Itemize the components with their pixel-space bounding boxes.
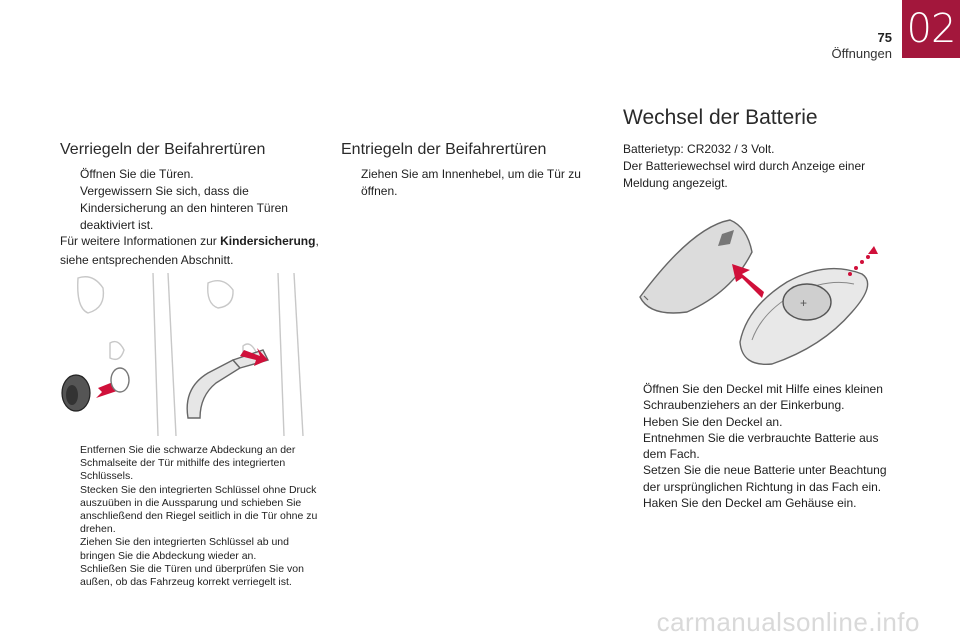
list-item: Setzen Sie die neue Batterie unter Beachtung der ursprünglichen Richtung in das Fach ein. xyxy=(643,463,887,494)
battery-type: Batterietyp: CR2032 / 3 Volt. xyxy=(623,142,775,156)
battery-icon xyxy=(783,284,831,320)
list-item: Stecken Sie den integrierten Schlüssel ohne Druck auszuüben in die Aussparung und schieben Sie anschließend den Riegel seitlich in die Tür ohne zu drehen. xyxy=(80,483,318,536)
watermark: carmanualsonline.info xyxy=(656,607,920,637)
door-lock-illustration xyxy=(58,268,320,436)
battery-intro xyxy=(623,141,893,192)
list-item: Öffnen Sie den Deckel mit Hilfe eines kleinen Schraubenziehers an der Einkerbung. xyxy=(643,382,883,413)
list-item: Entnehmen Sie die verbrauchte Batterie aus dem Fach. xyxy=(643,430,879,462)
list-item: Schließen Sie die Türen und überprüfen Sie von außen, ob das Fahrzeug korrekt verriegelt ist. xyxy=(80,562,304,589)
lock-steps-list xyxy=(60,166,330,234)
list-item: Ziehen Sie den integrierten Schlüssel ab und bringen Sie die Abdeckung wieder an. xyxy=(80,536,289,562)
list-item: Öffnen Sie die Türen. xyxy=(80,167,194,181)
list-item: Entfernen Sie die schwarze Abdeckung an der Schmalseite der Tür mithilfe des integrierten Schlüssels. xyxy=(80,444,296,483)
list-item: Vergewissern Sie sich, dass die Kindersicherung an den hinteren Türen deaktiviert ist. xyxy=(80,184,288,232)
cover-cap-icon xyxy=(62,375,90,411)
battery-steps-list xyxy=(623,381,898,511)
child-lock-note: Für weitere Informationen zur Kindersicherung, siehe entsprechenden Abschnitt. xyxy=(60,234,319,267)
child-lock-link-text: Kindersicherung xyxy=(220,234,316,248)
page-number: 75 xyxy=(877,30,892,45)
unlock-procedure-list xyxy=(60,444,322,589)
list-item: Ziehen Sie am Innenhebel, um die Tür zu öffnen. xyxy=(361,167,581,198)
list-item: Heben Sie den Deckel an. xyxy=(643,414,783,429)
unlock-steps-list xyxy=(341,166,596,200)
arrow-up-left-icon xyxy=(732,264,764,298)
section-title-unlock: Entriegeln der Beifahrertüren xyxy=(341,141,547,158)
key-icon xyxy=(187,350,268,418)
chapter-tab: 02 xyxy=(902,0,960,58)
svg-text:+: + xyxy=(800,296,808,310)
key-fob-illustration xyxy=(622,212,884,372)
chapter-name: Öffnungen xyxy=(831,46,892,61)
list-item: Haken Sie den Deckel am Gehäuse ein. xyxy=(643,496,857,511)
battery-message-note: Der Batteriewechsel wird durch Anzeige einer Meldung angezeigt. xyxy=(623,159,866,190)
section-title-lock: Verriegeln der Beifahrertüren xyxy=(60,141,266,158)
section-title-battery: Wechsel der Batterie xyxy=(623,106,818,129)
